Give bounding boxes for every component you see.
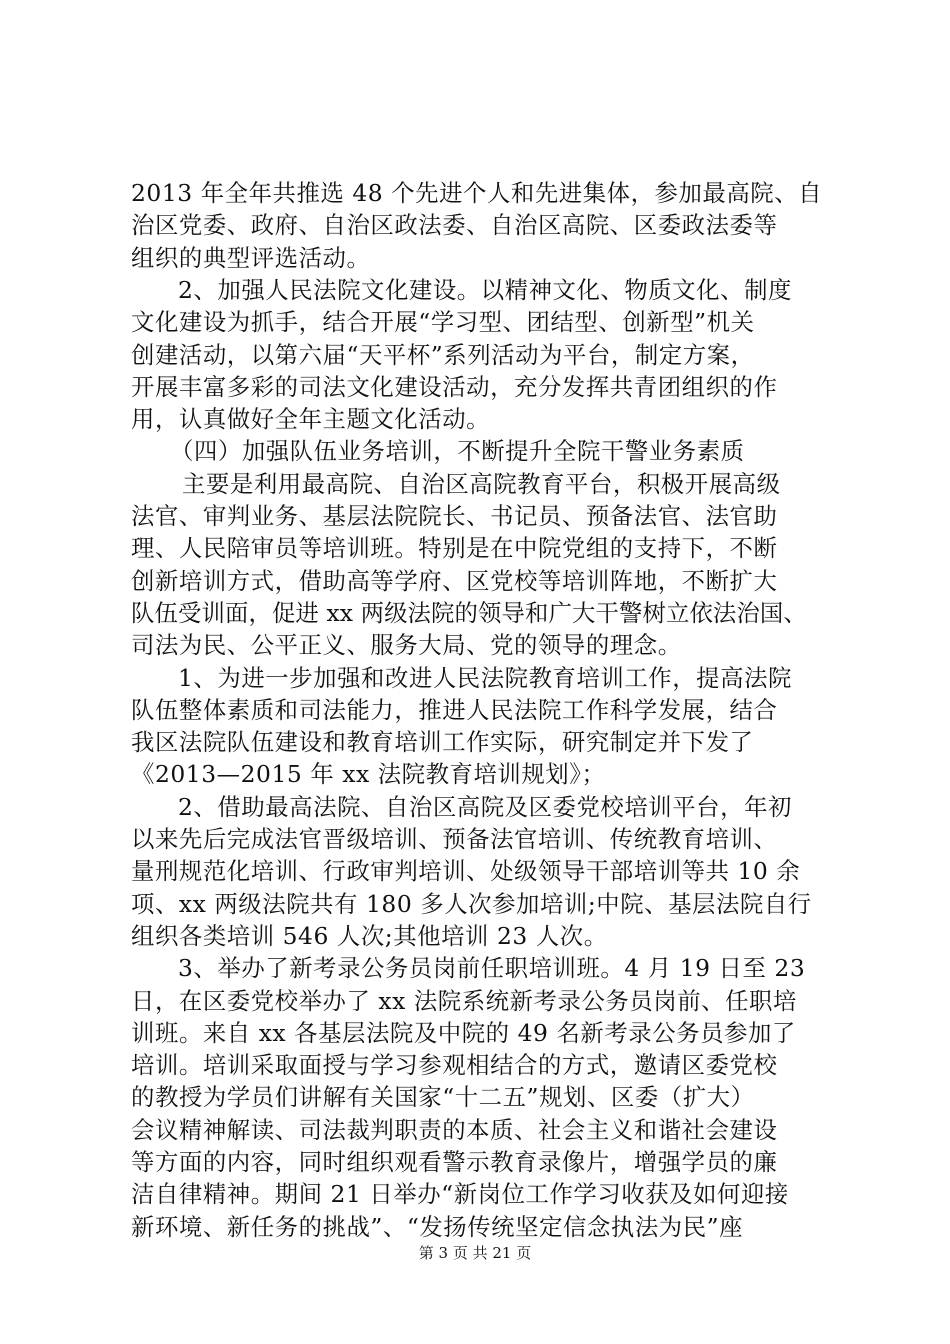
- body-text-line: 队伍整体素质和司法能力，推进人民法院工作科学发展，结合: [131, 695, 778, 724]
- body-text-line: 治区党委、政府、自治区政法委、自治区高院、区委政法委等: [131, 211, 778, 240]
- body-text-line: 2、加强人民法院文化建设。以精神文化、物质文化、制度: [178, 275, 792, 304]
- body-text-line: 用，认真做好全年主题文化活动。: [131, 405, 491, 434]
- body-text-line: 以来先后完成法官晋级培训、预备法官培训、传统教育培训、: [131, 825, 778, 853]
- body-text-line: 日，在区委党校举办了 xx 法院系统新考录公务员岗前、任职培: [131, 986, 797, 1015]
- body-text-line: 量刑规范化培训、行政审判培训、处级领导干部培训等共 10 余: [131, 857, 801, 886]
- body-text-line: 项、xx 两级法院共有 180 多人次参加培训;中院、基层法院自行: [131, 889, 812, 918]
- body-text-line: 的教授为学员们讲解有关国家“十二五”规划、区委（扩大）: [131, 1083, 755, 1112]
- body-text-line: 我区法院队伍建设和教育培训工作实际，研究制定并下发了: [131, 728, 754, 757]
- body-text-line: 2、借助最高法院、自治区高院及区委党校培训平台，年初: [178, 792, 792, 821]
- body-text-line: 司法为民、公平正义、服务大局、党的领导的理念。: [131, 631, 682, 660]
- body-text-line: 理、人民陪审员等培训班。特别是在中院党组的支持下，不断: [131, 534, 778, 563]
- body-text-line: 组织的典型评选活动。: [131, 243, 371, 272]
- body-text-line: 培训。培训采取面授与学习参观相结合的方式，邀请区委党校: [131, 1051, 778, 1080]
- body-text-line: 开展丰富多彩的司法文化建设活动，充分发挥共青团组织的作: [131, 372, 778, 401]
- body-text-line: 1、为进一步加强和改进人民法院教育培训工作，提高法院: [178, 663, 792, 692]
- page-number-footer: 第 3 页 共 21 页: [418, 1244, 532, 1262]
- body-text-line: 训班。来自 xx 各基层法院及中院的 49 名新考录公务员参加了: [131, 1018, 796, 1047]
- body-text-line: 文化建设为抓手，结合开展“学习型、团结型、创新型”机关: [131, 308, 755, 337]
- body-text-line: 法官、审判业务、基层法院院长、书记员、预备法官、法官助: [131, 502, 778, 530]
- body-text-line: 主要是利用最高院、自治区高院教育平台，积极开展高级: [182, 469, 781, 498]
- body-text-line: 洁自律精神。期间 21 日举办“新岗位工作学习收获及如何迎接: [131, 1180, 789, 1209]
- body-text-line: 会议精神解读、司法裁判职责的本质、社会主义和谐社会建设: [131, 1115, 778, 1144]
- body-text-line: 队伍受训面，促进 xx 两级法院的领导和广大干警树立依法治国、: [131, 598, 807, 627]
- body-text-line: 组织各类培训 546 人次;其他培训 23 人次。: [131, 921, 608, 950]
- body-text-line: 等方面的内容，同时组织观看警示教育录像片，增强学员的廉: [131, 1148, 778, 1176]
- body-text-line: 创新培训方式，借助高等学府、区党校等培训阵地，不断扩大: [131, 566, 778, 595]
- body-text-line: 新环境、新任务的挑战”、“发扬传统坚定信念执法为民”座: [131, 1212, 744, 1241]
- section-heading: （四）加强队伍业务培训，不断提升全院干警业务素质: [170, 437, 745, 466]
- body-text-line: 3、举办了新考录公务员岗前任职培训班。4 月 19 日至 23: [178, 954, 806, 983]
- body-text-line: 2013 年全年共推选 48 个先进个人和先进集体，参加最高院、自: [131, 179, 823, 207]
- body-text-line: 《2013—2015 年 xx 法院教育培训规划》；: [131, 760, 606, 789]
- body-text-line: 创建活动，以第六届“天平杯”系列活动为平台，制定方案，: [131, 340, 755, 369]
